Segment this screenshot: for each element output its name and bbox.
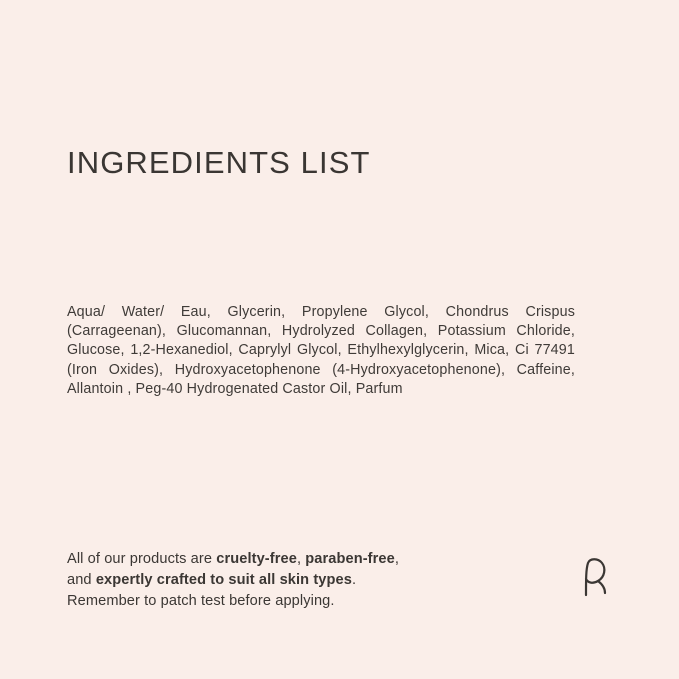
- footer-bold-cruelty-free: cruelty-free: [216, 551, 297, 567]
- footer-line1: [67, 551, 399, 567]
- footer-note: [67, 549, 507, 612]
- footer-line2-suffix: .: [351, 572, 357, 588]
- footer-line2: [67, 572, 356, 588]
- footer-bold-expertly-crafted: expertly crafted to suit all skin types: [95, 572, 352, 588]
- page-title: INGREDIENTS LIST: [67, 145, 371, 180]
- brand-monogram-leaf-p-icon: [572, 557, 616, 597]
- footer-line3: Remember to patch test before applying.: [67, 593, 335, 609]
- footer-line2-prefix: and: [67, 572, 96, 588]
- ingredients-paragraph: Aqua/ Water/ Eau, Glycerin, Propylene Glycol, Chondrus Crispus (Carrageenan), Glucomannan, Hydrolyzed Collagen, Potassium Chloride, Glucose, 1,2-Hexanediol, Caprylyl Glycol, Ethylhexylglycerin, Mica, Ci 77491 (Iron Oxides), Hydroxyacetophenone (4-Hydroxyacetophenone), Caffeine, Allantoin , Peg-40 Hydrogenated Castor Oil, Parfum: [67, 304, 575, 397]
- footer-line1-mid: ,: [296, 551, 306, 567]
- footer-line1-suffix: ,: [394, 551, 400, 567]
- footer-bold-paraben-free: paraben-free: [305, 551, 395, 567]
- footer-line1-prefix: All of our products are: [67, 551, 217, 567]
